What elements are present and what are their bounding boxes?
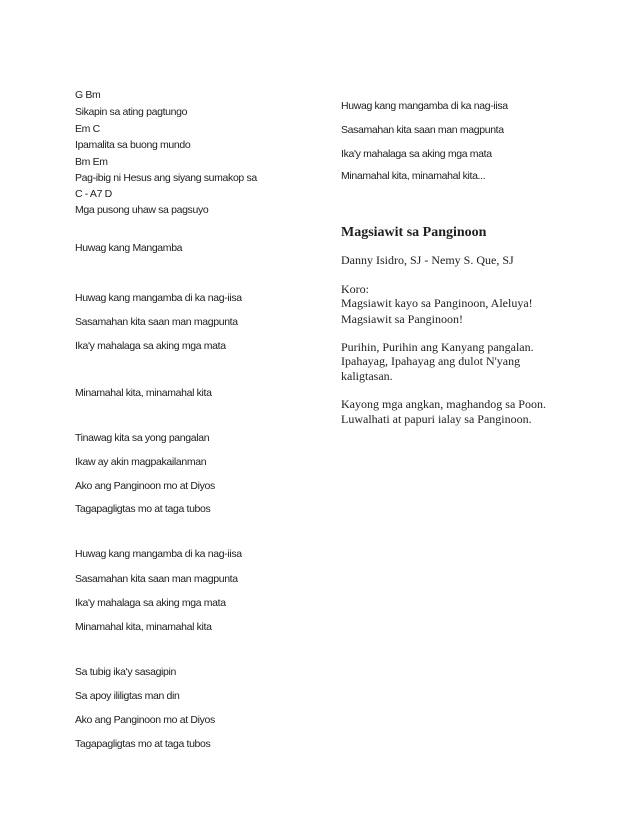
lyric-line: Kayong mga angkan, maghandog sa Poon.	[341, 397, 546, 411]
lyric-line: Magsiawit sa Panginoon!	[341, 312, 463, 326]
chord-line: G Bm	[75, 89, 101, 101]
koro-label: Koro:	[341, 282, 369, 296]
chord-line: C - A7 D	[75, 188, 112, 200]
chord-line: Em C	[75, 123, 100, 135]
lyric-line: Minamahal kita, minamahal kita	[75, 387, 212, 399]
lyric-line: Ipamalita sa buong mundo	[75, 139, 191, 151]
song-title: Magsiawit sa Panginoon	[341, 225, 487, 240]
lyric-line: Sasamahan kita saan man magpunta	[75, 316, 238, 328]
lyric-line: Ipahayag, Ipahayag ang dulot N'yang	[341, 354, 521, 368]
lyric-line: Ako ang Panginoon mo at Diyos	[75, 714, 215, 726]
chord-line: Bm Em	[75, 156, 108, 168]
lyric-line: Minamahal kita, minamahal kita...	[341, 170, 486, 182]
lyric-line: Huwag kang mangamba di ka nag-iisa	[75, 292, 242, 304]
lyric-line: Huwag kang mangamba di ka nag-iisa	[341, 100, 508, 112]
lyric-line: Sikapin sa ating pagtungo	[75, 106, 188, 118]
lyric-line: Sa tubig ika'y sasagipin	[75, 666, 177, 678]
lyric-line: Purihin, Purihin ang Kanyang pangalan.	[341, 340, 534, 354]
lyric-line: Sa apoy ililigtas man din	[75, 690, 180, 702]
lyric-line: Tagapagligtas mo at taga tubos	[75, 503, 211, 515]
lyric-line: Ikaw ay akin magpakailanman	[75, 456, 207, 468]
lyric-line: Magsiawit kayo sa Panginoon, Aleluya!	[341, 296, 533, 310]
lyric-line: kaligtasan.	[341, 369, 393, 383]
lyric-line: Sasamahan kita saan man magpunta	[75, 573, 238, 585]
lyric-line: Luwalhati at papuri ialay sa Panginoon.	[341, 412, 532, 426]
lyric-line: Minamahal kita, minamahal kita	[75, 621, 212, 633]
lyric-line: Ika'y mahalaga sa aking mga mata	[341, 148, 492, 160]
lyric-line: Ako ang Panginoon mo at Diyos	[75, 480, 215, 492]
lyric-line: Huwag kang mangamba di ka nag-iisa	[75, 548, 242, 560]
song-authors: Danny Isidro, SJ - Nemy S. Que, SJ	[341, 253, 514, 267]
song-heading: Huwag kang Mangamba	[75, 242, 183, 254]
lyric-line: Tagapagligtas mo at taga tubos	[75, 738, 211, 750]
lyric-line: Tinawag kita sa yong pangalan	[75, 432, 210, 444]
lyric-line: Ika'y mahalaga sa aking mga mata	[75, 597, 226, 609]
lyric-line: Mga pusong uhaw sa pagsuyo	[75, 204, 209, 216]
lyric-line: Sasamahan kita saan man magpunta	[341, 124, 504, 136]
lyric-line: Ika'y mahalaga sa aking mga mata	[75, 340, 226, 352]
lyric-line: Pag-ibig ni Hesus ang siyang sumakop sa	[75, 172, 257, 184]
